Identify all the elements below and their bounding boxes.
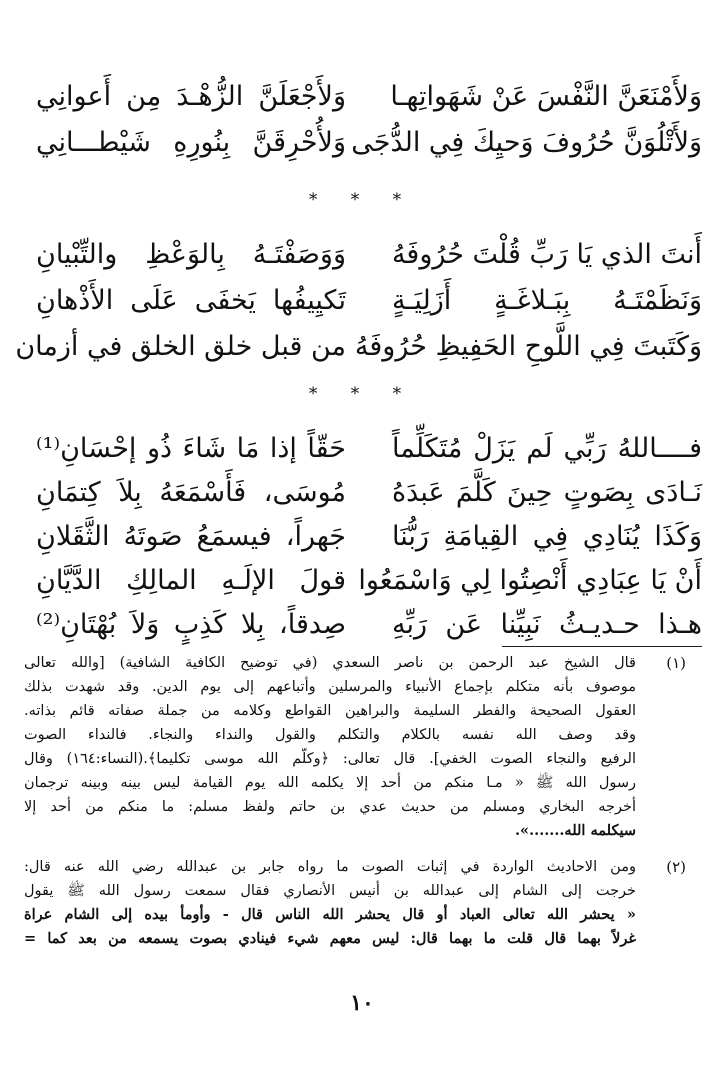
separator-stars: * * * [308, 190, 416, 210]
verse-second-hemistich: حَقّاً إذا مَا شَاءَ ذُو إحْسَانِ⁽¹⁾ [36, 433, 346, 464]
verse-line [0, 470, 724, 516]
verse-second-hemistich: وَوَصَفْتَـهُ بِالوَعْظِ والتِّبْيانِ [36, 239, 346, 270]
footnote-line: خرجت إلى الشام إلى عبدالله بن أنيس الأنصاري فقال سمعت رسول الله ﷺ يقول [24, 883, 636, 899]
page-number: ١٠ [350, 990, 374, 1016]
verse-line [0, 426, 724, 472]
verse-first-hemistich: وَكَتَبتَ فِي اللَّوحِ الحَفِيظِ حُرُوفَهُ [354, 331, 702, 362]
verse-first-hemistich: وَنَظَمْتَـهُ بِبَـلاغَـةٍ أَزَلِيَـةٍ [392, 285, 702, 316]
verse-line [0, 74, 724, 120]
verse-line [0, 232, 724, 278]
verse-line [0, 558, 724, 604]
footnote-line: العقول الصحيحة والفطر السليمة والبراهين القواطع وكلامه من جملة صفاته قائم بذاته. [24, 703, 636, 719]
footnote-line: « يحشر الله تعالى العباد أو قال يحشر الله الناس قال - وأومأ بيده إلى الشام عراة [24, 906, 636, 923]
verse-second-hemistich: من قبل خلق الخلق في أزمان [15, 331, 346, 362]
verse-line [0, 120, 724, 166]
verse-second-hemistich: صِدقاً، بِلا كَذِبٍ وَلاَ بُهْتَانِ⁽²⁾ [36, 609, 346, 640]
verse-first-hemistich: هـذا حـديـثُ نَبِيِّنا عَن رَبِّهِ [392, 609, 702, 640]
footnote-line: موصوف بأنه متكلم بإجماع الأنبياء والمرسلين وأتباعهم إلى يوم الدين. وقد شهدت بذلك [24, 679, 636, 695]
verse-first-hemistich: فــــاللهُ رَبِّي لَم يَزَلْ مُتَكَلِّماً [392, 433, 702, 464]
footnote-number: (١) [666, 654, 686, 672]
footnote-line: أخرجه البخاري ومسلم من حديث عدي بن حاتم ولفظ مسلم: ما منكم من أحد إلا [24, 799, 636, 815]
footnote-line: ومن الاحاديث الواردة في إثبات الصوت ما رواه جابر بن عبدالله رضي الله عنه قال: [24, 859, 636, 875]
verse-first-hemistich: أَنْ يَا عِبَادِي أَنْصِتُوا لِي وَاسْمَعُوا [358, 565, 702, 596]
verse-first-hemistich: نَـادَى بِصَوتٍ حِينَ كَلَّمَ عَبدَهُ [392, 477, 702, 508]
footnote-line: وقد وصف الله نفسه بالكلام والتكلم والقول والنداء والنجاء. فالنداء الصوت [24, 727, 636, 743]
verse-first-hemistich: أَنتَ الذي يَا رَبِّ قُلْتَ حُرُوفَهُ [391, 239, 702, 270]
verse-first-hemistich: وَلأَمْنَعَنَّ النَّفْسَ عَنْ شَهَواتِهـا [390, 81, 702, 112]
verse-second-hemistich: وَلأُحْرِقَنَّ بِنُورِهِ شَيْطـــانِي [36, 127, 346, 158]
footnote-line: رسول الله ﷺ « مـا منكم من أحد إلا يكلمه الله يوم القيامة ليس بينه وبينه ترجمان [24, 775, 636, 791]
verse-second-hemistich: وَلأَجْعَلَنَّ الزُّهْـدَ مِن أَعوانِي [36, 81, 346, 112]
verse-first-hemistich: وَكَذَا يُنَادِي فِي القِيامَةِ رَبُّنَا [392, 521, 702, 552]
verse-second-hemistich: جَهراً، فيسمَعُ صَوتَهُ الثَّقَلانِ [36, 521, 346, 552]
verse-second-hemistich: مُوسَى، فَأَسْمَعَهُ بِلاَ كِتمَانِ [36, 477, 346, 508]
verse-line [0, 514, 724, 560]
footnote-line: الرفيع والنجاء الصوت الخفي]. قال تعالى: ﴿وكلّم الله موسى تكليما﴾.(النساء:١٦٤) وقال [24, 751, 636, 767]
footnote-line: غرلاً بهما قال قلت ما بهما قال: ليس معهم شيء فينادي بصوت يسمعه من بعد كما = [24, 930, 636, 947]
verse-second-hemistich: قولَ الإلَـهِ المالِكِ الدَّيَّانِ [36, 565, 346, 596]
verse-first-hemistich: وَلأَتْلُوَنَّ حُرُوفَ وَحيِكَ فِي الدُّجَى [351, 127, 702, 158]
footnote-rule [502, 646, 702, 647]
separator-stars: * * * [308, 384, 416, 404]
verse-line [0, 324, 724, 370]
footnote-line: سيكلمه الله.......». [514, 822, 636, 839]
footnote-number: (٢) [666, 858, 686, 876]
verse-second-hemistich: تَكيِيفُها يَخفَى عَلَى الأَذْهانِ [36, 285, 346, 316]
footnote-line: قال الشيخ عبد الرحمن بن ناصر السعدي (في توضيح الكافية الشافية) [والله تعالى [24, 655, 636, 671]
verse-line [0, 278, 724, 324]
verse-line [0, 602, 724, 648]
